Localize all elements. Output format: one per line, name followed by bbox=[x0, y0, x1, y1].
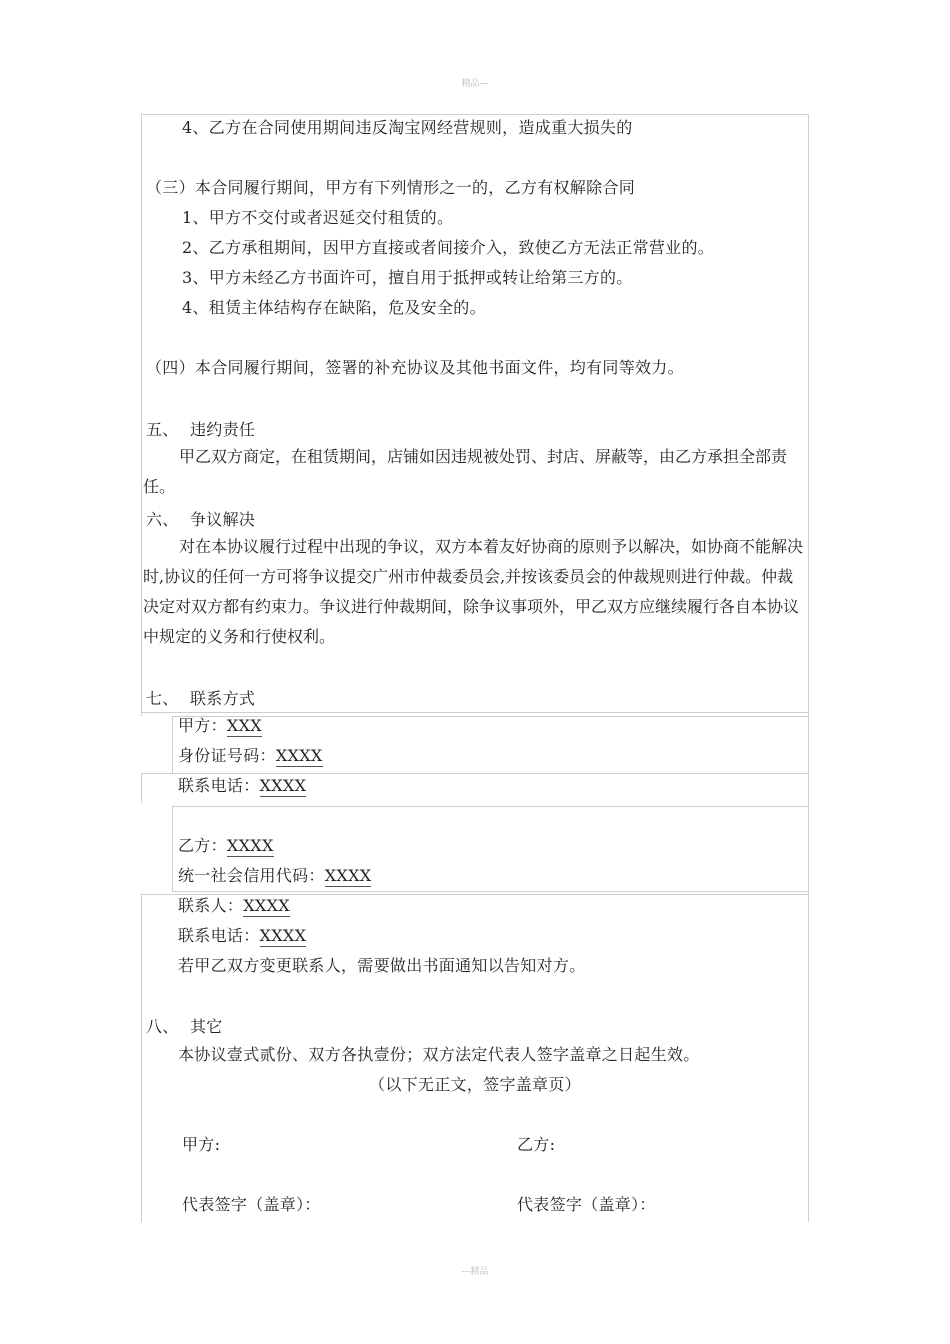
section-3-item-2: 2、乙方承租期间，因甲方直接或者间接介入，致使乙方无法正常营业的。 bbox=[182, 238, 715, 257]
party-b-value: XXXX bbox=[226, 836, 274, 855]
contact-line-3 bbox=[141, 773, 809, 774]
credit-label: 统一社会信用代码： bbox=[178, 866, 325, 885]
party-b-label: 乙方： bbox=[178, 836, 227, 855]
section-3-item-4: 4、租赁主体结构存在缺陷，危及安全的。 bbox=[182, 298, 486, 317]
signature-sign-b: 代表签字（盖章）： bbox=[517, 1195, 656, 1214]
chapter-7-title: 联系方式 bbox=[190, 689, 256, 708]
id-value: XXXX bbox=[275, 746, 323, 765]
contact-person bbox=[178, 896, 290, 916]
contact-value: XXXX bbox=[243, 896, 290, 915]
party-a-contact bbox=[178, 716, 262, 736]
item-3-4: 4、乙方在合同使用期间违反淘宝网经营规则，造成重大损失的 bbox=[182, 118, 633, 137]
chapter-5-text: 甲乙双方商定，在租赁期间，店铺如因违规被处罚、封店、屏蔽等，由乙方承担全部责任。 bbox=[143, 447, 788, 496]
party-b-contact bbox=[178, 836, 274, 856]
credit-code bbox=[178, 866, 371, 886]
section-4: （四）本合同履行期间，签署的补充协议及其他书面文件，均有同等效力。 bbox=[146, 358, 684, 377]
chapter-5-body bbox=[143, 442, 807, 502]
contact-change-note: 若甲乙双方变更联系人，需要做出书面通知以告知对方。 bbox=[178, 956, 586, 975]
signature-sign-a: 代表签字（盖章）： bbox=[182, 1195, 321, 1214]
phone-a-label: 联系电话： bbox=[178, 776, 260, 795]
contact-line-1 bbox=[141, 712, 809, 713]
phone-b-label: 联系电话： bbox=[178, 926, 260, 945]
chapter-6-text: 对在本协议履行过程中出现的争议，双方本着友好协商的原则予以解决，如协商不能解决时,协议的任何一方可将争议提交广州市仲裁委员会,并按该委员会的仲裁规则进行仲裁。仲裁决定对双方都有约束力。争议进行仲裁期间，除争议事项外，甲乙双方应继续履行各自本协议中规定的义务和行使权利。 bbox=[143, 537, 804, 646]
frame-left-line-lower bbox=[141, 894, 142, 1222]
frame-top-line bbox=[141, 114, 809, 115]
party-a-value: XXX bbox=[226, 716, 262, 735]
phone-a-value: XXXX bbox=[259, 776, 307, 795]
contact-line-5 bbox=[172, 891, 809, 892]
frame-right-line bbox=[808, 114, 809, 1222]
id-label: 身份证号码： bbox=[178, 746, 276, 765]
chapter-7-number: 七、 bbox=[146, 689, 179, 708]
frame-left-line bbox=[141, 114, 142, 716]
section-3-item-1: 1、甲方不交付或者迟延交付租赁的。 bbox=[182, 208, 454, 227]
contact-line-4 bbox=[172, 806, 809, 807]
contact-line-6 bbox=[141, 894, 809, 895]
signature-party-a: 甲方: bbox=[182, 1135, 221, 1154]
page-footer: ---精品 bbox=[461, 1267, 489, 1277]
page-header: 精品--- bbox=[461, 79, 489, 89]
section-3-heading: （三）本合同履行期间，甲方有下列情形之一的，乙方有权解除合同 bbox=[146, 178, 636, 197]
phone-a bbox=[178, 776, 306, 796]
phone-b-value: XXXX bbox=[259, 926, 307, 945]
signature-party-b: 乙方: bbox=[517, 1135, 556, 1154]
chapter-5-title: 违约责任 bbox=[190, 420, 256, 439]
credit-value: XXXX bbox=[324, 866, 372, 885]
contact-left-line-2 bbox=[141, 773, 142, 803]
contact-line-2 bbox=[172, 716, 809, 717]
id-number bbox=[178, 746, 323, 766]
contact-left-line-1 bbox=[172, 716, 173, 774]
contact-left-line-3 bbox=[172, 806, 173, 892]
party-a-label: 甲方： bbox=[178, 716, 227, 735]
chapter-8-title: 其它 bbox=[190, 1017, 223, 1036]
chapter-6-title: 争议解决 bbox=[190, 510, 256, 529]
chapter-8-number: 八、 bbox=[146, 1017, 179, 1036]
section-3-item-3: 3、甲方未经乙方书面许可，擅自用于抵押或转让给第三方的。 bbox=[182, 268, 633, 287]
phone-b bbox=[178, 926, 306, 946]
chapter-6-number: 六、 bbox=[146, 510, 179, 529]
no-text-below-note: （以下无正文，签字盖章页） bbox=[369, 1075, 581, 1094]
chapter-8-body: 本协议壹式贰份、双方各执壹份；双方法定代表人签字盖章之日起生效。 bbox=[178, 1045, 700, 1064]
contact-label: 联系人： bbox=[178, 896, 244, 915]
chapter-6-body bbox=[143, 532, 807, 652]
chapter-5-number: 五、 bbox=[146, 420, 179, 439]
